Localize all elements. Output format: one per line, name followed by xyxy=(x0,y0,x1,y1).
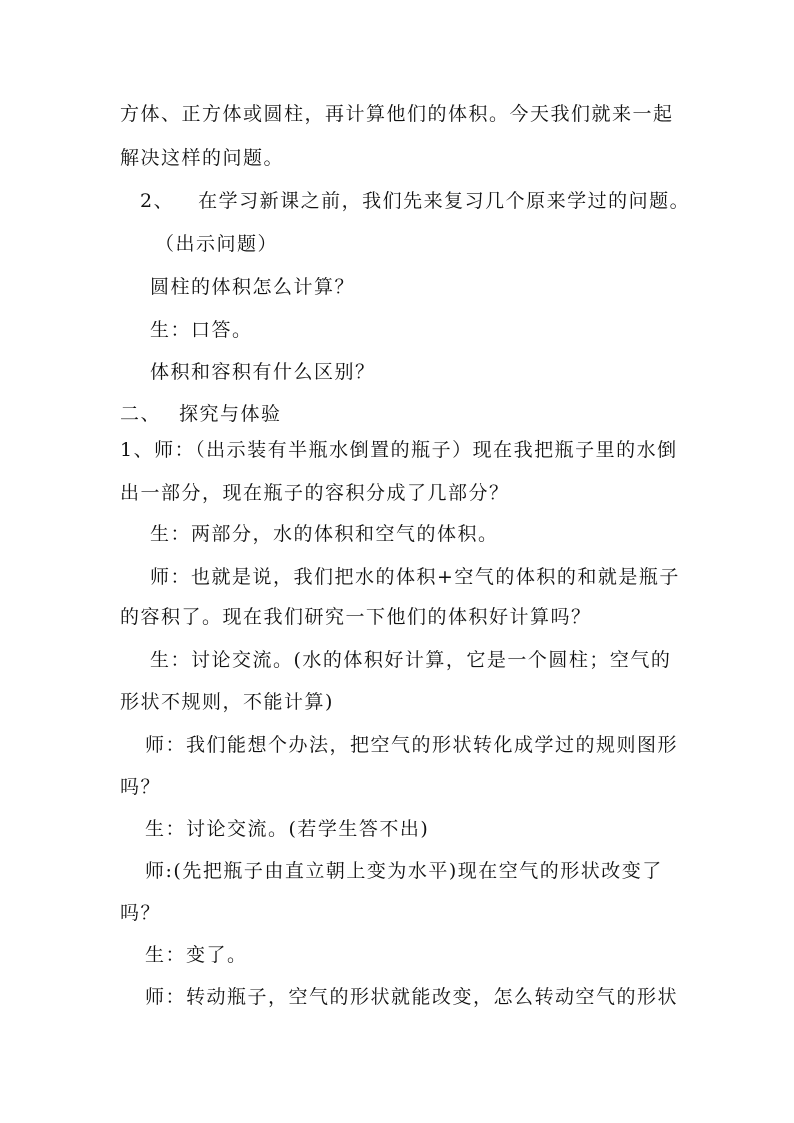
paragraph-line: 生：变了。 xyxy=(145,944,248,966)
paragraph-line: 师：转动瓶子，空气的形状就能改变，怎么转动空气的形状 xyxy=(145,986,679,1008)
paragraph-line: 出一部分，现在瓶子的容积分成了几部分？ xyxy=(120,482,510,504)
list-item-2 xyxy=(140,187,690,215)
paragraph-line: （出示问题） xyxy=(155,233,279,255)
section-heading xyxy=(120,400,282,428)
paragraph-line: 解决这样的问题。 xyxy=(120,147,285,169)
paragraph-line: 形状不规则，不能计算) xyxy=(120,691,334,713)
paragraph-line: 吗？ xyxy=(120,776,162,798)
paragraph-line: 师:(先把瓶子由直立朝上变为水平)现在空气的形状改变了 xyxy=(145,860,663,882)
paragraph-line: 1、师：（出示装有半瓶水倒置的瓶子）现在我把瓶子里的水倒 xyxy=(120,439,678,461)
paragraph-line: 圆柱的体积怎么计算？ xyxy=(150,276,356,298)
paragraph-line: 生：口答。 xyxy=(150,319,253,341)
paragraph-line: 师：也就是说，我们把水的体积+空气的体积的和就是瓶子 xyxy=(150,566,680,588)
list-item-text: 在学习新课之前，我们先来复习几个原来学过的问题。 xyxy=(198,190,691,212)
section-number: 二、 xyxy=(120,403,162,425)
section-title: 探究与体验 xyxy=(179,403,282,425)
list-number: 2、 xyxy=(140,190,175,212)
paragraph-line: 的容积了。现在我们研究一下他们的体积好计算吗？ xyxy=(120,606,592,628)
paragraph-line: 方体、正方体或圆柱，再计算他们的体积。今天我们就来一起 xyxy=(120,103,674,125)
paragraph-line: 生：两部分，水的体积和空气的体积。 xyxy=(150,523,499,545)
paragraph-line: 体积和容积有什么区别？ xyxy=(150,361,376,383)
paragraph-line: 生：讨论交流。(水的体积好计算，它是一个圆柱；空气的 xyxy=(150,649,672,671)
paragraph-line: 师：我们能想个办法，把空气的形状转化成学过的规则图形 xyxy=(145,734,679,756)
paragraph-line: 吗？ xyxy=(120,902,162,924)
paragraph-line: 生：讨论交流。(若学生答不出) xyxy=(145,818,430,840)
